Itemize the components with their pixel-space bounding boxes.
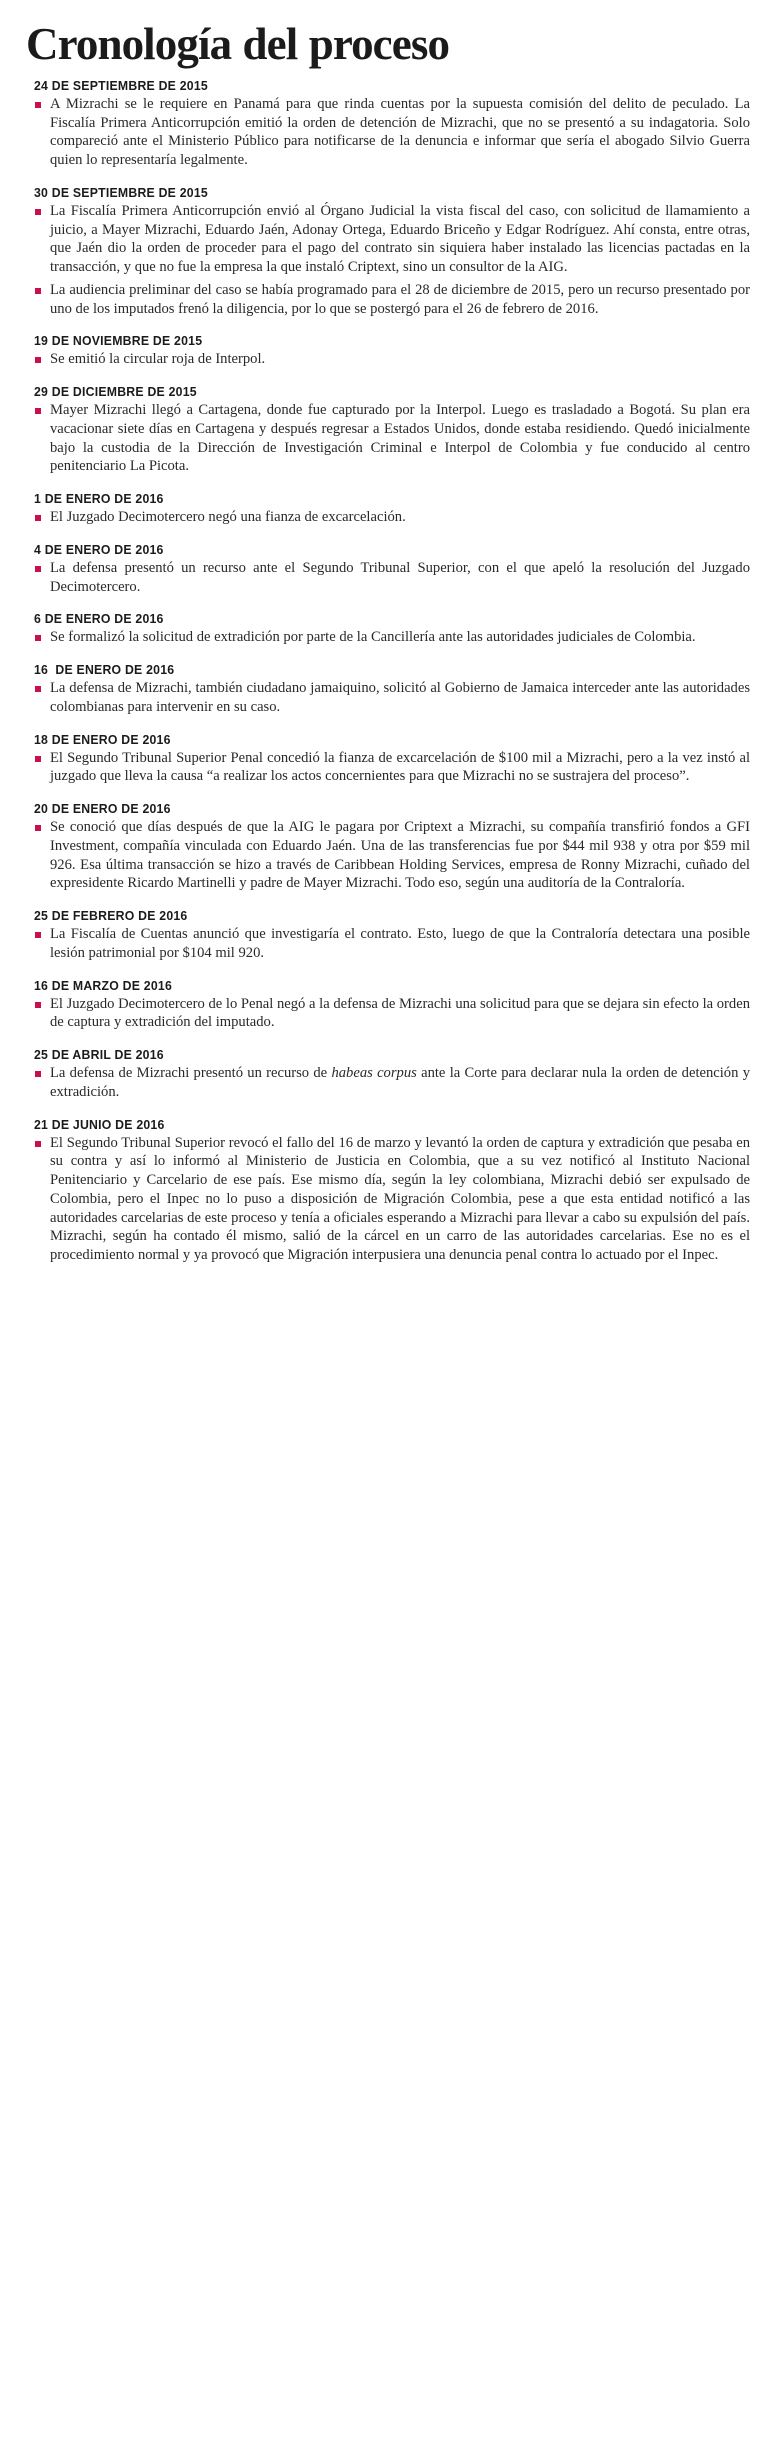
entry-bullet-list xyxy=(34,559,750,597)
timeline-entry xyxy=(34,908,750,963)
entry-date-heading: 29 DE DICIEMBRE DE 2015 xyxy=(34,384,197,400)
timeline-bullet: El Juzgado Decimotercero de lo Penal negó a la defensa de Mizrachi una solicitud para que se dejara sin efecto la orden de captura y extradición del imputado. xyxy=(34,995,750,1033)
timeline-bullet: El Segundo Tribunal Superior Penal concedió la fianza de excarcelación de $100 mil a Mizrachi, pero a la vez instó al juzgado que lleva la causa “a realizar los actos concernientes para que Mizrachi no se sustrajera del proceso”. xyxy=(34,749,750,787)
timeline-bullet: Mayer Mizrachi llegó a Cartagena, donde fue capturado por la Interpol. Luego es trasladado a Bogotá. Su plan era vacacionar siete días en Cartagena y después regresar a Estados Unidos, donde estaba residiendo. Quedó inicialmente bajo la custodia de la Dirección de Investigación Criminal e Interpol de Colombia y fue conducido al centro penitenciario La Picota. xyxy=(34,401,750,476)
entry-date-heading: 4 DE ENERO DE 2016 xyxy=(34,541,164,557)
entry-bullet-list xyxy=(34,995,750,1033)
entry-date-heading: 25 DE ABRIL DE 2016 xyxy=(34,1047,164,1063)
timeline-entry xyxy=(34,1117,750,1265)
entry-bullet-list xyxy=(34,925,750,963)
timeline-bullet: La defensa presentó un recurso ante el Segundo Tribunal Superior, con el que apeló la resolución del Juzgado Decimotercero. xyxy=(34,559,750,597)
entry-bullet-list xyxy=(34,350,750,369)
entry-date-heading: 21 DE JUNIO DE 2016 xyxy=(34,1116,165,1132)
entry-bullet-list xyxy=(34,679,750,717)
entry-bullet-list xyxy=(34,95,750,170)
entry-date-heading: 24 DE SEPTIEMBRE DE 2015 xyxy=(34,77,208,93)
entry-date-heading: 30 DE SEPTIEMBRE DE 2015 xyxy=(34,184,208,200)
entry-date-heading: 19 DE NOVIEMBRE DE 2015 xyxy=(34,333,203,349)
timeline-bullet: A Mizrachi se le requiere en Panamá para que rinda cuentas por la supuesta comisión del delito de peculado. La Fiscalía Primera Anticorrupción emitió la orden de detención de Mizrachi, que no se presentó a su indagatoria. Solo compareció ante el Ministerio Público para notificarse de la denuncia e informar que sería el abogado Silvio Guerra quien lo representaría legalmente. xyxy=(34,95,750,170)
timeline-bullet: La Fiscalía Primera Anticorrupción envió al Órgano Judicial la vista fiscal del caso, con solicitud de llamamiento a juicio, a Mayer Mizrachi, Eduardo Jaén, Adonay Ortega, Eduardo Briceño y Edgar Rodríguez. Ahí consta, entre otras, que Jaén dio la orden de proceder para el pago del contrato sin siquiera haber instalado las licencias pactadas en la transacción, y que no fue la empresa la que instaló Criptext, sino un consultor de la AIG. xyxy=(34,202,750,277)
page-title: Cronología del proceso xyxy=(26,19,450,69)
timeline-entry xyxy=(34,185,750,319)
timeline-entry xyxy=(34,384,750,476)
timeline-entry xyxy=(34,611,750,647)
timeline-entry xyxy=(34,491,750,527)
entry-date-heading: 25 DE FEBRERO DE 2016 xyxy=(34,908,188,924)
timeline-entry xyxy=(34,542,750,597)
entry-bullet-list xyxy=(34,508,750,527)
timeline-bullet: El Segundo Tribunal Superior revocó el fallo del 16 de marzo y levantó la orden de captura y extradición que pesaba en su contra y así lo informó al Ministerio de Justicia en Colombia, que a su vez notificó al Instituto Nacional Penitenciario y Carcelario de ese país. Ese mismo día, según la ley colombiana, Mizrachi debió ser expulsado de Colombia, pero el Inpec no lo puso a disposición de Migración Colombia, pese a que esta entidad notificó a las autoridades carcelarias de este proceso y tenía a oficiales esperando a Mizrachi para llevar a cabo su expulsión del país. Mizrachi, según ha contado él mismo, salió de la cárcel en un carro de las autoridades carcelarias. Ese no es el procedimiento normal y ya provocó que Migración interpusiera una denuncia penal contra lo actuado por el Inpec. xyxy=(34,1134,750,1265)
timeline-list xyxy=(26,78,756,1265)
entry-bullet-list xyxy=(34,818,750,893)
entry-date-heading: 16 DE MARZO DE 2016 xyxy=(34,977,173,993)
timeline-entry xyxy=(34,978,750,1033)
entry-date-heading: 16 DE ENERO DE 2016 xyxy=(34,662,175,678)
timeline-bullet: El Juzgado Decimotercero negó una fianza de excarcelación. xyxy=(34,508,750,527)
timeline-bullet: La defensa de Mizrachi, también ciudadano jamaiquino, solicitó al Gobierno de Jamaica interceder ante las autoridades colombianas para intervenir en su caso. xyxy=(34,679,750,717)
timeline-entry xyxy=(34,1047,750,1102)
timeline-bullet: La Fiscalía de Cuentas anunció que investigaría el contrato. Esto, luego de que la Contraloría detectara una posible lesión patrimonial por $104 mil 920. xyxy=(34,925,750,963)
entry-date-heading: 1 DE ENERO DE 2016 xyxy=(34,491,164,507)
timeline-entry xyxy=(34,78,750,170)
entry-date-heading: 6 DE ENERO DE 2016 xyxy=(34,611,164,627)
entry-bullet-list xyxy=(34,749,750,787)
timeline-bullet: Se emitió la circular roja de Interpol. xyxy=(34,350,750,369)
timeline-bullet: La audiencia preliminar del caso se había programado para el 28 de diciembre de 2015, pero un recurso presentado por uno de los imputados frenó la diligencia, por lo que se postergó para el 26 de febrero de 2016. xyxy=(34,281,750,319)
timeline-entry xyxy=(34,732,750,787)
timeline-entry xyxy=(34,662,750,717)
timeline-entry xyxy=(34,801,750,893)
timeline-bullet: La defensa de Mizrachi presentó un recurso de habeas corpus ante la Corte para declarar nula la orden de detención y extradición. xyxy=(34,1064,750,1102)
timeline-bullet: Se formalizó la solicitud de extradición por parte de la Cancillería ante las autoridades judiciales de Colombia. xyxy=(34,628,750,647)
entry-bullet-list xyxy=(34,401,750,476)
title-block xyxy=(26,0,756,78)
entry-date-heading: 20 DE ENERO DE 2016 xyxy=(34,801,171,817)
entry-bullet-list xyxy=(34,1134,750,1265)
entry-bullet-list xyxy=(34,202,750,319)
entry-date-heading: 18 DE ENERO DE 2016 xyxy=(34,731,171,747)
timeline-bullet: Se conoció que días después de que la AIG le pagara por Criptext a Mizrachi, su compañía transfirió fondos a GFI Investment, compañía vinculada con Eduardo Jaén. Una de las transferencias fue por $44 mil 938 y otra por $59 mil 926. Esa última transacción se hizo a través de Caribbean Holding Services, empresa de Ronny Mizrachi, cuñado del expresidente Ricardo Martinelli y padre de Mayer Mizrachi. Todo eso, según una auditoría de la Contraloría. xyxy=(34,818,750,893)
entry-bullet-list xyxy=(34,1064,750,1102)
entry-bullet-list xyxy=(34,628,750,647)
timeline-entry xyxy=(34,333,750,369)
